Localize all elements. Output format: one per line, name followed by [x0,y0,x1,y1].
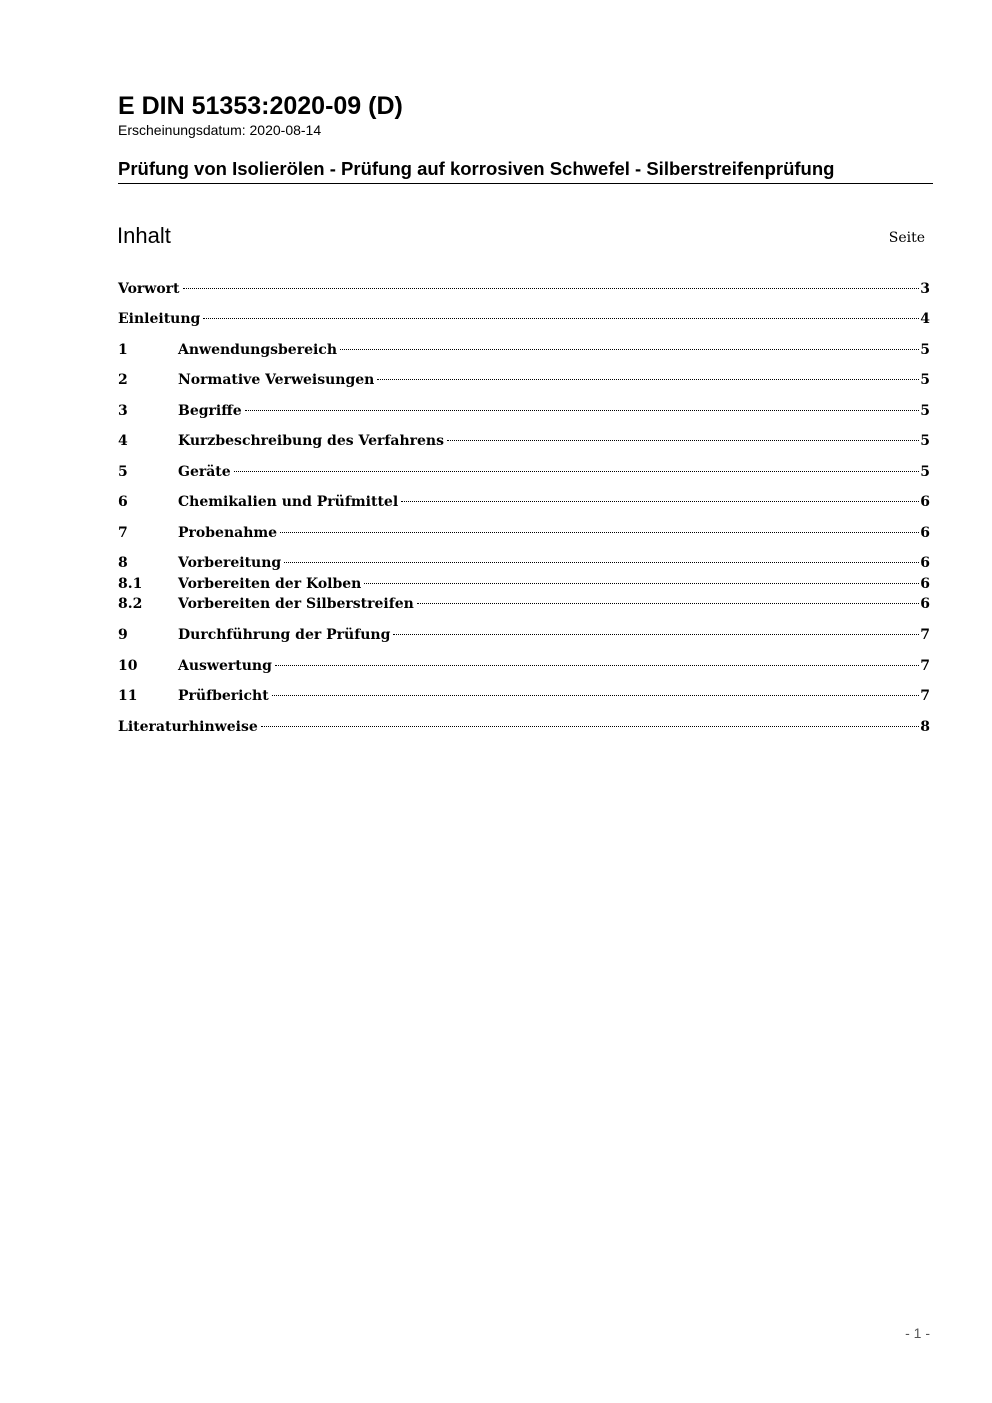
toc-leader-dots [275,665,919,666]
toc-entry-number: 3 [118,403,128,419]
toc-leader-dots [377,379,919,380]
toc-entry-page: 8 [920,719,930,735]
toc-leader-dots [183,288,920,289]
toc-entry-page: 5 [920,372,930,388]
toc-entry-10[interactable] [118,656,930,676]
toc-entry-label: Vorwort [118,281,180,297]
toc-entry-label: Chemikalien und Prüfmittel [178,494,399,510]
toc-entry-page: 6 [920,576,930,592]
toc-entry-11[interactable] [118,686,930,706]
toc-entry-8[interactable] [118,553,930,573]
toc-entry-number: 9 [118,627,128,643]
toc-leader-dots [203,318,919,319]
toc-page-column-label: Seite [888,230,925,246]
toc-entry-label: Einleitung [118,311,201,327]
toc-entry-page: 6 [920,555,930,571]
toc-entry-4[interactable] [118,431,930,451]
toc-entry-number: 7 [118,525,128,541]
toc-entry-number: 8.2 [118,596,143,612]
toc-entry-label: Prüfbericht [178,688,269,704]
toc-entry-label: Probenahme [178,525,278,541]
toc-entry-number: 8.1 [118,576,143,592]
toc-entry-label: Vorbereitung [178,555,282,571]
toc-leader-dots [401,501,919,502]
toc-entry-page: 5 [920,342,930,358]
toc-entry-number: 5 [118,464,128,480]
toc-leader-dots [417,603,919,604]
toc-entry-8-1[interactable] [118,574,930,594]
toc-entry-page: 7 [920,688,930,704]
publication-date: Erscheinungsdatum: 2020-08-14 [118,122,322,138]
toc-entry-label: Vorbereiten der Kolben [178,576,362,592]
document-title: Prüfung von Isolierölen - Prüfung auf korrosiven Schwefel - Silberstreifenprüfung [118,157,933,184]
toc-entry-2[interactable] [118,370,930,390]
toc-entry-number: 2 [118,372,128,388]
toc-entry-9[interactable] [118,625,930,645]
toc-entry-number: 11 [118,688,138,704]
toc-entry-8-2[interactable] [118,594,930,614]
toc-entry-label: Begriffe [178,403,242,419]
toc-entry-page: 5 [920,403,930,419]
toc-entry-page: 6 [920,494,930,510]
toc-leader-dots [280,532,919,533]
toc-entry-page: 5 [920,464,930,480]
footer-page-number: - 1 - [905,1325,930,1341]
document-number: E DIN 51353:2020-09 (D) [118,92,403,120]
toc-entry-1[interactable] [118,340,930,360]
toc-entry-page: 5 [920,433,930,449]
toc-entry-literaturhinweise[interactable] [118,717,930,737]
toc-entry-5[interactable] [118,462,930,482]
toc-entry-6[interactable] [118,492,930,512]
toc-heading: Inhalt [117,223,171,248]
toc-entry-label: Kurzbeschreibung des Verfahrens [178,433,444,449]
toc-entry-label: Normative Verweisungen [178,372,375,388]
toc-entry-label: Literaturhinweise [118,719,258,735]
toc-entry-page: 6 [920,525,930,541]
toc-entry-page: 7 [920,658,930,674]
toc-entry-page: 4 [920,311,930,327]
toc-entry-label: Auswertung [178,658,272,674]
toc-entry-number: 10 [118,658,138,674]
toc-entry-7[interactable] [118,523,930,543]
toc-entry-number: 6 [118,494,128,510]
toc-leader-dots [272,695,920,696]
toc-entry-number: 8 [118,555,128,571]
toc-entry-number: 1 [118,342,128,358]
toc-leader-dots [393,634,919,635]
toc-entry-3[interactable] [118,401,930,421]
toc-leader-dots [261,726,920,727]
toc-leader-dots [340,349,919,350]
toc-entry-page: 7 [920,627,930,643]
toc-entry-label: Durchführung der Prüfung [178,627,391,643]
toc-leader-dots [447,440,919,441]
toc-leader-dots [234,471,920,472]
toc-entry-page: 6 [920,596,930,612]
toc-entry-label: Vorbereiten der Silberstreifen [178,596,414,612]
toc-leader-dots [364,583,919,584]
toc-entry-einleitung[interactable] [118,309,930,329]
toc-leader-dots [284,562,919,563]
toc-entry-label: Geräte [178,464,231,480]
toc-entry-label: Anwendungsbereich [178,342,337,358]
toc-leader-dots [245,410,920,411]
toc-entry-number: 4 [118,433,128,449]
toc-entry-vorwort[interactable] [118,279,930,299]
toc-entry-page: 3 [920,281,930,297]
